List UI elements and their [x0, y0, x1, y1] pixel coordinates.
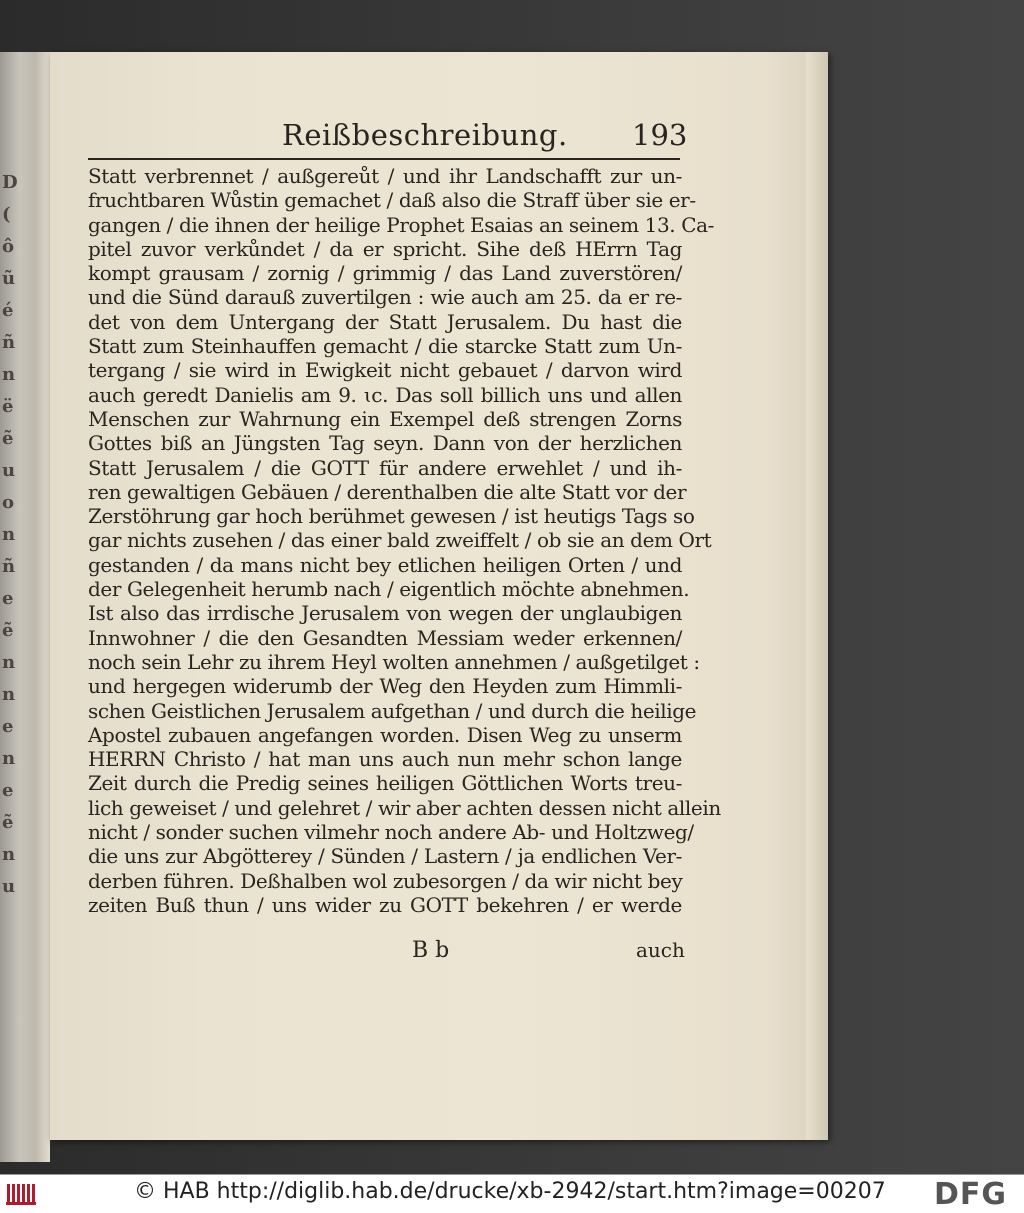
text-line: gar nichts zusehen / das einer bald zweiffelt / ob sie an dem Ort — [88, 528, 712, 553]
hab-logo-icon — [6, 1181, 38, 1207]
edge-glyph: n — [2, 684, 16, 705]
edge-glyph: ũ — [2, 268, 16, 289]
text-line: schen Geistlichen Jerusalem aufgethan / und durch die heilige — [88, 698, 697, 723]
edge-glyph: e — [2, 716, 14, 737]
text-line: Gottes biß an Jüngsten Tag seyn. Dann von der herzlichen — [88, 431, 682, 456]
text-line: tergang / sie wird in Ewigkeit nicht gebauet / darvon wird — [88, 358, 682, 383]
body-text — [88, 164, 721, 917]
text-line: Zerstöhrung gar hoch berühmet gewesen / ist heutigs Tags so — [88, 504, 695, 529]
edge-glyph: ẽ — [2, 428, 14, 449]
text-line: Zeit durch die Predig seines heiligen Göttlichen Worts treu- — [88, 771, 682, 796]
text-line: zeiten Buß thun / uns wider zu GOTT bekehren / er werde — [88, 892, 682, 917]
text-line: Ist also das irrdische Jerusalem von wegen der unglaubigen — [88, 601, 682, 626]
edge-glyph: n — [2, 524, 16, 545]
edge-glyph: ẽ — [2, 620, 14, 641]
edge-glyph: u — [2, 876, 16, 897]
edge-glyph: ñ — [2, 556, 16, 577]
catchword: auch — [636, 938, 685, 962]
edge-glyph: ñ — [2, 332, 16, 353]
text-line: der Gelegenheit herumb nach / eigentlich möchte abnehmen. — [88, 577, 690, 602]
text-line: kompt grausam / zornig / grimmig / das Land zuverstören/ — [88, 261, 682, 286]
running-head-title: Reißbeschreibung. — [282, 118, 568, 152]
left-page-edges — [0, 52, 50, 1162]
text-line: noch sein Lehr zu ihrem Heyl wolten annehmen / außgetilget : — [88, 649, 700, 674]
signature-mark: B b — [412, 938, 450, 963]
text-line: und die Sünd darauß zuvertilgen : wie auch am 25. da er re- — [88, 285, 682, 310]
edge-glyph: e — [2, 780, 14, 801]
text-line: Statt verbrennet / außgereůt / und ihr Landschafft zur un- — [88, 164, 682, 188]
text-line: HERRN Christo / hat man uns auch nun mehr schon lange — [88, 747, 682, 772]
edge-glyph: n — [2, 364, 16, 385]
right-page-edge — [806, 52, 828, 1140]
text-line: gestanden / da mans nicht bey etlichen heiligen Orten / und — [88, 552, 682, 577]
edge-glyph: n — [2, 652, 16, 673]
text-line: auch geredt Danielis am 9. ɩc. Das soll billich uns und allen — [88, 382, 682, 407]
text-line: fruchtbaren Wůstin gemachet / daß also die Straff über sie er- — [88, 188, 696, 213]
text-line: derben führen. Deßhalben wol zubesorgen / da wir nicht bey — [88, 868, 683, 893]
edge-glyph: n — [2, 748, 16, 769]
dfg-logo: DFG — [934, 1177, 1008, 1212]
edge-glyph: ô — [2, 236, 15, 257]
text-line: Statt Jerusalem / die GOTT für andere erwehlet / und ih- — [88, 455, 682, 480]
edge-glyph: n — [2, 844, 16, 865]
footer-bar — [0, 1174, 1024, 1213]
header-rule — [88, 158, 680, 160]
edge-glyph: ( — [2, 204, 11, 225]
text-line: die uns zur Abgötterey / Sünden / Lastern / ja endlichen Ver- — [88, 844, 682, 869]
text-line: und hergegen widerumb der Weg den Heyden zum Himmli- — [88, 674, 682, 699]
text-line: Apostel zubauen angefangen worden. Disen Weg zu unserm — [88, 722, 682, 747]
page-number: 193 — [632, 118, 688, 152]
edge-glyph: e — [2, 588, 14, 609]
text-line: ren gewaltigen Gebäuen / derenthalben die alte Statt vor der — [88, 479, 687, 504]
edge-glyph: é — [2, 300, 14, 321]
text-line: Innwohner / die den Gesandten Messiam weder erkennen/ — [88, 625, 682, 650]
text-line: nicht / sonder suchen vilmehr noch andere Ab- und Holtzweg/ — [88, 820, 694, 845]
text-line: gangen / die ihnen der heilige Prophet Esaias an seinem 13. Ca- — [88, 212, 715, 237]
text-line: det von dem Untergang der Statt Jerusalem. Du hast die — [88, 309, 682, 334]
copyright-url[interactable]: © HAB http://diglib.hab.de/drucke/xb-2942/start.htm?image=00207 — [134, 1179, 886, 1204]
edge-glyph: ë — [2, 396, 14, 417]
text-line: Menschen zur Wahrnung ein Exempel deß strengen Zorns — [88, 406, 682, 431]
text-line: pitel zuvor verkůndet / da er spricht. Sihe deß HErrn Tag — [88, 236, 682, 261]
text-line: lich geweiset / und gelehret / wir aber achten dessen nicht allein — [88, 795, 721, 820]
edge-glyph: D — [2, 172, 18, 193]
edge-glyph: u — [2, 460, 16, 481]
text-line: Statt zum Steinhauffen gemacht / die starcke Statt zum Un- — [88, 334, 682, 359]
edge-glyph: ẽ — [2, 812, 14, 833]
edge-glyph: o — [2, 492, 15, 513]
